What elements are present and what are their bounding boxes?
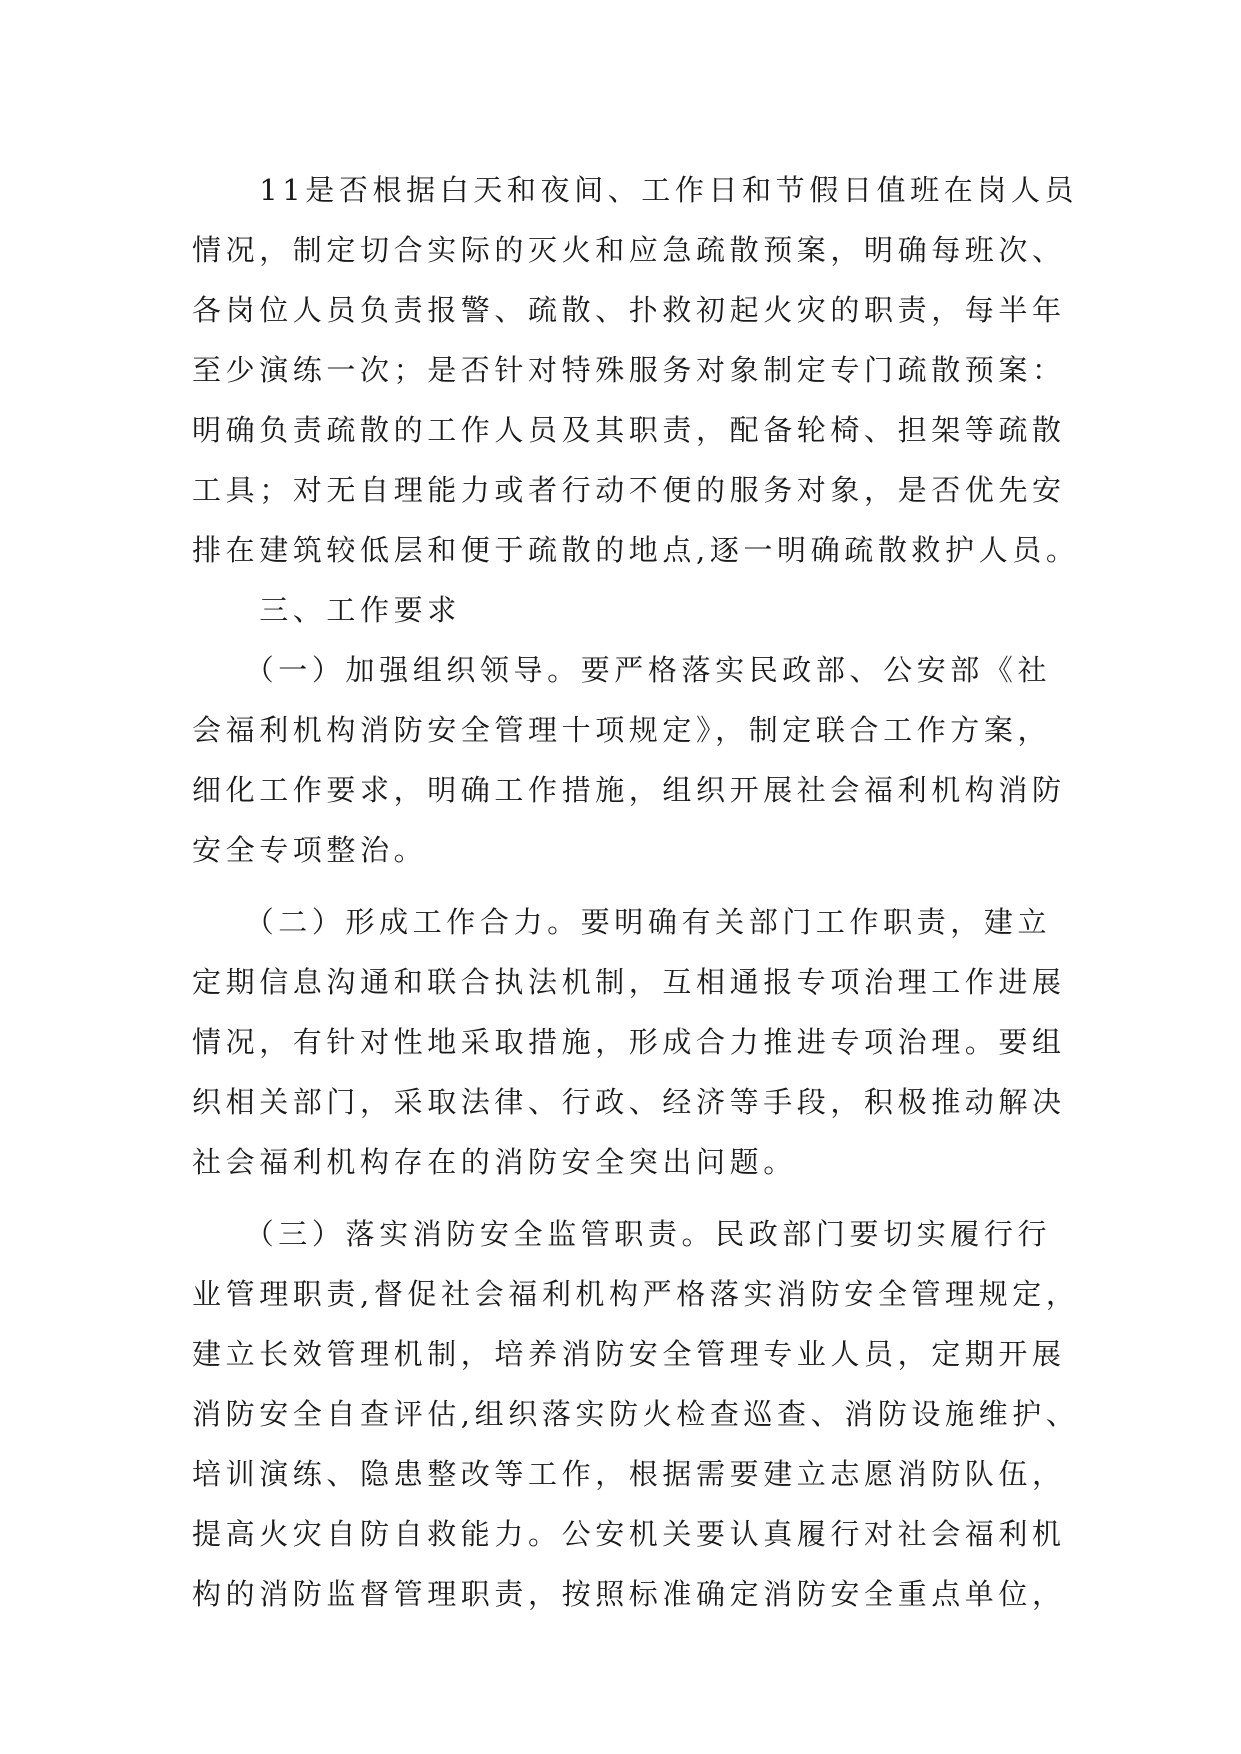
text-line: 明确负责疏散的工作人员及其职责，配备轮椅、担架等疏散: [192, 413, 1066, 447]
text-line: 业管理职责,督促社会福利机构严格落实消防安全管理规定，: [192, 1277, 1080, 1311]
text-line: 建立长效管理机制，培养消防安全管理专业人员，定期开展: [192, 1337, 1066, 1371]
text-line: 会福利机构消防安全管理十项规定》，制定联合工作方案，: [192, 713, 1052, 747]
text-line: 细化工作要求，明确工作措施，组织开展社会福利机构消防: [192, 773, 1066, 807]
text-line: 消防安全自查评估,组织落实防火检查巡查、消防设施维护、: [192, 1397, 1080, 1431]
text-line: 定期信息沟通和联合执法机制，互相通报专项治理工作进展: [192, 965, 1066, 999]
text-line: 11是否根据白天和夜间、工作日和节假日值班在岗人员: [192, 173, 1079, 207]
text-line: 安全专项整治。: [192, 833, 428, 867]
text-line: 构的消防监督管理职责，按照标准确定消防安全重点单位，: [192, 1577, 1066, 1611]
text-line: 织相关部门，采取法律、行政、经济等手段，积极推动解决: [192, 1085, 1066, 1119]
text-line: 情况，制定切合实际的灭火和应急疏散预案，明确每班次、: [192, 233, 1066, 267]
text-line: 至少演练一次；是否针对特殊服务对象制定专门疏散预案：: [192, 353, 1066, 387]
text-line: 社会福利机构存在的消防安全突出问题。: [192, 1145, 797, 1179]
text-line: 培训演练、隐患整改等工作，根据需要建立志愿消防队伍，: [192, 1457, 1066, 1491]
text-line: 提高火灾自防自救能力。公安机关要认真履行对社会福利机: [192, 1517, 1066, 1551]
text-line: 排在建筑较低层和便于疏散的地点,逐一明确疏散救护人员。: [192, 533, 1080, 567]
text-line: （一）加强组织领导。要严格落实民政部、公安部《社: [192, 653, 1052, 687]
text-line: 各岗位人员负责报警、疏散、扑救初起火灾的职责，每半年: [192, 293, 1066, 327]
document-body: [192, 160, 1082, 1624]
text-line: （三）落实消防安全监管职责。民政部门要切实履行行: [192, 1217, 1052, 1251]
text-line: （二）形成工作合力。要明确有关部门工作职责，建立: [192, 905, 1052, 939]
text-line: 情况，有针对性地采取措施，形成合力推进专项治理。要组: [192, 1025, 1066, 1059]
section-heading: 三、工作要求: [192, 593, 461, 627]
paragraph-gap: [192, 1192, 1082, 1204]
text-line: 工具；对无自理能力或者行动不便的服务对象，是否优先安: [192, 473, 1066, 507]
paragraph-gap: [192, 880, 1082, 892]
